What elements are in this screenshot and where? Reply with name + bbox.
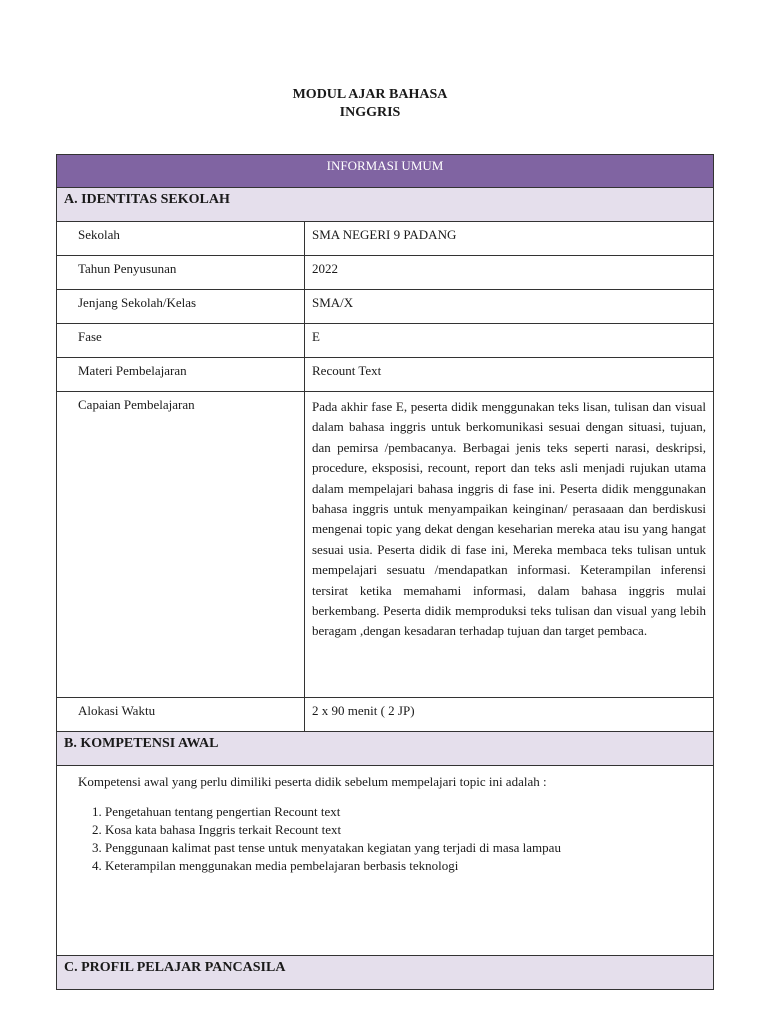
list-item: 1. Pengetahuan tentang pengertian Recount text: [105, 803, 713, 821]
row-label-capaian: Capaian Pembelajaran: [57, 392, 305, 698]
list-item: 2. Kosa kata bahasa Inggris terkait Recount text: [105, 821, 713, 839]
title-line-1: MODUL AJAR BAHASA: [292, 87, 448, 102]
row-value-jenjang: SMA/X: [305, 290, 714, 324]
row-value-sekolah: SMA NEGERI 9 PADANG: [305, 222, 714, 256]
row-value-materi: Recount Text: [305, 358, 714, 392]
row-value-fase: E: [305, 324, 714, 358]
row-label-materi: Materi Pembelajaran: [57, 358, 305, 392]
title-line-2: INGGRIS: [339, 105, 401, 120]
row-label-tahun: Tahun Penyusunan: [57, 256, 305, 290]
row-label-alokasi: Alokasi Waktu: [57, 698, 305, 732]
section-profil-pelajar-pancasila: C. PROFIL PELAJAR PANCASILA: [57, 956, 714, 990]
kompetensi-awal-content: [57, 766, 714, 956]
row-value-alokasi: 2 x 90 menit ( 2 JP): [305, 698, 714, 732]
list-item: 3. Penggunaan kalimat past tense untuk menyatakan kegiatan yang terjadi di masa lampau: [105, 839, 713, 857]
row-label-jenjang: Jenjang Sekolah/Kelas: [57, 290, 305, 324]
row-value-capaian: Pada akhir fase E, peserta didik menggunakan teks lisan, tulisan dan visual dalam bahasa inggris untuk berkomunikasi sesuai dengan situasi, tujuan, dan pemirsa /pembacanya. Berbagai jenis teks seperti narasi, deskripsi, procedure, eksposisi, recount, report dan teks asli menjadi rujukan utama dalam mempelajari bahasa inggris di fase ini. Peserta didik menggunakan bahasa inggris untuk menyampaikan keinginan/ perasaaan dan berdiskusi mengenai topic yang dekat dengan keseharian mereka atau isu yang hangat sesuai usia. Peserta didik di fase ini, Mereka membaca teks tulisan untuk mempelajari sesuatu /mendapatkan informasi. Keterampilan inferensi tersirat ketika memahami informasi, dalam bahasa inggris mulai berkembang. Peserta didik memproduksi teks tulisan dan visual yang lebih beragam ,dengan kesadaran terhadap tujuan dan target pembaca.: [305, 392, 714, 698]
kompetensi-list: [78, 803, 713, 875]
table-header: INFORMASI UMUM: [57, 155, 714, 188]
row-label-fase: Fase: [57, 324, 305, 358]
row-label-sekolah: Sekolah: [57, 222, 305, 256]
section-kompetensi-awal: B. KOMPETENSI AWAL: [57, 732, 714, 766]
row-value-tahun: 2022: [305, 256, 714, 290]
informasi-umum-table: [56, 154, 714, 990]
section-identitas-sekolah: A. IDENTITAS SEKOLAH: [57, 188, 714, 222]
list-item: 4. Keterampilan menggunakan media pembelajaran berbasis teknologi: [105, 857, 713, 875]
kompetensi-intro: Kompetensi awal yang perlu dimiliki peserta didik sebelum mempelajari topic ini adalah :: [78, 774, 547, 789]
document-title: [0, 86, 740, 122]
